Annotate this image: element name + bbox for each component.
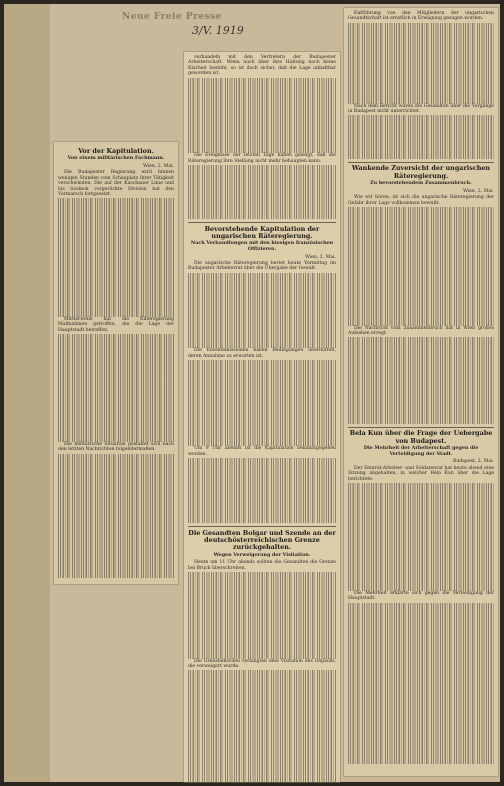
article-paragraph: Die Ereignisse der letzten Tage haben gezeigt, daß die Räteregierung ihre Stellung nicht mehr behaupten kann.	[188, 153, 336, 164]
divider	[348, 162, 494, 163]
body-text-lines	[348, 207, 494, 326]
article-dateline: Wien, 2. Mai.	[143, 164, 174, 169]
article-subhead: Wegen Verweigerung der Visitation.	[213, 551, 311, 558]
divider	[348, 427, 494, 428]
handwritten-date-note: 3/V. 1919	[192, 24, 244, 37]
article-subhead: Nach Verhandlungen mit den hiesigen französischen Offizieren.	[190, 240, 334, 253]
clipping-column-left	[54, 142, 178, 584]
clipping-column-middle	[184, 52, 340, 782]
newspaper-sheet	[4, 4, 500, 782]
article-paragraph: verhandeln mit den Vertretern der Budapester Arbeiterschaft. Wenn auch über ihre Haltung noch keine Klarheit besteht, so ist doch sicher, daß die Lage unhaltbar geworden ist.	[188, 55, 336, 77]
article-subhead: Die Mehrheit der Arbeiterschaft gegen die Verteidigung der Stadt.	[363, 445, 479, 457]
body-text-lines	[188, 670, 336, 782]
article-dateline: Budapest, 2. Mai.	[452, 459, 494, 465]
body-text-lines	[348, 603, 494, 765]
body-text-lines	[188, 572, 336, 658]
body-text-lines	[58, 198, 174, 317]
article-paragraph: Die Nachricht vom Zusammenbruch hat in Wien großes Aufsehen erregt.	[348, 325, 494, 337]
body-text-lines	[188, 458, 336, 523]
body-text-lines	[348, 337, 494, 423]
article-paragraph: Um 9 Uhr abends ist die Kapitulation bekanntgegeben worden.	[188, 446, 336, 457]
paper-margin	[4, 4, 50, 782]
article-headline: Bela Kun über die Frage der Uebergabe von Budapest.	[349, 429, 493, 445]
article-paragraph: Der Zentral-Arbeiter- und Soldatenrat hat heute abend eine Sitzung abgehalten, in welcher Bela Kun über die Lage berichtete.	[348, 465, 494, 482]
divider	[188, 222, 336, 223]
body-text-lines	[188, 360, 336, 446]
body-text-lines	[348, 23, 494, 104]
article-paragraph: Die Mehrheit erklärte sich gegen die Verteidigung der Hauptstadt.	[348, 590, 494, 602]
article-paragraph: Die Grenzbehörden verlangten eine Visitation des Gepäcks, die verweigert wurde.	[188, 658, 336, 669]
article-subhead: Zu bevorstehendem Zusammenbruch.	[370, 180, 472, 187]
article-paragraph: Nach dem Bericht waren die Gesandten über die Vorgänge in Budapest nicht unterrichtet.	[348, 103, 494, 115]
body-text-lines	[58, 334, 174, 442]
article-headline: Vor der Kapitulation.	[78, 147, 154, 155]
body-text-lines	[188, 165, 336, 219]
article-paragraph: Die Ententemissionen haben Bedingungen übermittelt, deren Annahme zu erwarten ist.	[188, 348, 336, 359]
article-headline: Die Gesandten Bolgar und Szende an der deutschösterreichischen Grenze zurückgehalten.	[188, 528, 336, 552]
article-paragraph: Mittlerweile hat die Räteregierung Maßnahmen getroffen, die die Lage der Hauptstadt betreffen.	[58, 317, 174, 333]
body-text-lines	[348, 483, 494, 591]
body-text-lines	[188, 78, 336, 153]
article-subhead: Von einem militärischen Fachmann.	[67, 155, 165, 162]
masthead: Neue Freie Presse	[122, 12, 222, 22]
body-text-lines	[188, 273, 336, 348]
article-paragraph: Wie wir hören, ist sich die ungarische Räteregierung der Gefahr ihrer Lage vollkommen bewußt.	[348, 195, 494, 206]
article-paragraph: Die Budapester Regierung wird binnen wenigen Stunden vom Schauplatz ihrer Tätigkeit verschwinden. Die auf der Kaschauer Linie und bis Szolnok vorgerückte Division hat den Vormarsch fortgesetzt.	[58, 170, 174, 198]
article-dateline: Wien, 2. Mai.	[305, 254, 336, 260]
article-paragraph: Die ungarische Räteregierung beriet heute Vormittag im Budapester Arbeiterrat über die Übergabe der Gewalt.	[188, 261, 336, 272]
body-text-lines	[58, 454, 174, 578]
clipping-column-right	[344, 8, 498, 776]
divider	[188, 526, 336, 527]
article-dateline: Wien, 2. Mai.	[463, 188, 494, 194]
article-headline: Bevorstehende Kapitulation der ungarischen Räteregierung.	[204, 224, 320, 241]
article-paragraph: Entführung von den Mitgliedern der ungarischen Gesandtschaft ist ernstlich in Erwägung gezogen worden.	[348, 11, 494, 22]
article-paragraph: Die militärische Situation gestaltet sich nach den letzten Nachrichten folgendermaßen.	[58, 442, 174, 453]
article-paragraph: Heute um 11 Uhr abends sollten die Gesandten die Grenze bei Bruck überschreiten.	[188, 560, 336, 571]
body-text-lines	[348, 115, 494, 158]
article-headline: Wankende Zuversicht der ungarischen Räteregierung.	[351, 164, 491, 180]
